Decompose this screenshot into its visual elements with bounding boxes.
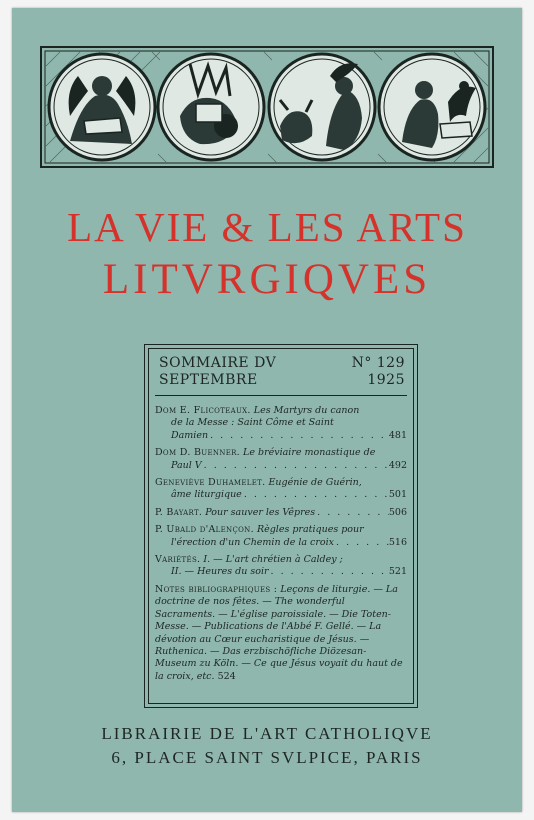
entry-title: I. — L'art chrétien à Caldey ; <box>203 554 343 566</box>
dot-leader <box>315 507 389 519</box>
dot-leader <box>269 566 389 578</box>
publisher-name: LIBRAIRIE DE L'ART CATHOLIQVE <box>101 724 433 743</box>
evangelist-angel-icon <box>49 54 155 160</box>
book-cover <box>12 8 522 812</box>
issue-year: 1925 <box>367 372 405 388</box>
entry-title-end: II. — Heures du soir <box>171 566 269 578</box>
publisher-address: 6, PLACE SAINT SVLPICE, PARIS <box>111 748 423 767</box>
entry-title-continued: de la Messe : Saint Côme et Saint <box>171 417 334 429</box>
entry-author: P. Ubald d'Alençon. <box>155 524 254 536</box>
dot-leader <box>208 430 389 442</box>
bibliographic-notes <box>155 584 407 683</box>
entry-page: 492 <box>388 459 407 471</box>
entry-title-end: Pour sauver les Vêpres <box>205 506 316 518</box>
toc-heading-label: SOMMAIRE DV <box>159 355 277 371</box>
entry-title: Le bréviaire monastique de <box>243 447 376 459</box>
notes-page: 524 <box>217 670 236 682</box>
entry-title-end: Damien <box>171 429 209 441</box>
toc-entries <box>155 405 407 688</box>
evangelists-frieze <box>40 46 494 168</box>
entry-author: Geneviève Duhamelet. <box>155 477 266 489</box>
evangelist-ox-icon <box>269 54 375 160</box>
dot-leader <box>202 460 389 472</box>
toc-heading <box>159 355 405 389</box>
entry-title: Les Martyrs du canon <box>253 405 360 416</box>
title-line-2: LITVRGIQVES <box>102 256 432 303</box>
toc-entry <box>155 507 407 519</box>
dot-leader <box>242 489 389 501</box>
entry-title-end: l'érection d'un Chemin de la croix <box>171 536 335 548</box>
entry-page: 506 <box>388 506 407 518</box>
entry-author: Dom D. Buenner. <box>155 447 241 459</box>
table-of-contents <box>144 344 418 708</box>
entry-title: Règles pratiques pour <box>256 524 364 536</box>
toc-entry <box>155 554 407 579</box>
entry-page: 521 <box>388 566 407 578</box>
entry-title-end: âme liturgique <box>171 489 242 501</box>
toc-entry <box>155 405 407 442</box>
evangelist-lion-icon <box>158 54 264 160</box>
entry-author: Variétés. <box>155 554 201 566</box>
entry-page: 481 <box>388 429 407 441</box>
issue-month: SEPTEMBRE <box>159 372 258 388</box>
entry-title: Eugénie de Guérin, <box>268 477 362 489</box>
dot-leader <box>334 537 389 549</box>
title-line-1: LA VIE & LES ARTS <box>67 204 467 250</box>
issue-number: N° 129 <box>351 355 405 371</box>
toc-entry <box>155 447 407 472</box>
entry-page: 501 <box>388 489 407 501</box>
entry-page: 516 <box>388 536 407 548</box>
entry-title-end: Paul V <box>171 459 202 471</box>
notes-text: Leçons de liturgie. — La doctrine de nos fêtes. — The wonderful Sacraments. — L'église paroissiale. — Die Toten-Messe. — Publications de l'Abbé F. Gellé. — La dévotion au Cœur eucharistique de Jésus. — Ruthenica. — Das erzbischöfliche Diözesan-Museum zu Köln. — Ce que Jésus voyait du haut de la croix, etc. <box>155 583 403 682</box>
toc-entry <box>155 524 407 549</box>
toc-entry <box>155 477 407 502</box>
evangelist-eagle-icon <box>379 54 485 160</box>
entry-author: Dom E. Flicoteaux. <box>155 405 251 416</box>
notes-label: Notes bibliographiques : <box>155 583 278 595</box>
divider <box>155 395 407 396</box>
entry-author: P. Bayart. <box>155 506 203 518</box>
